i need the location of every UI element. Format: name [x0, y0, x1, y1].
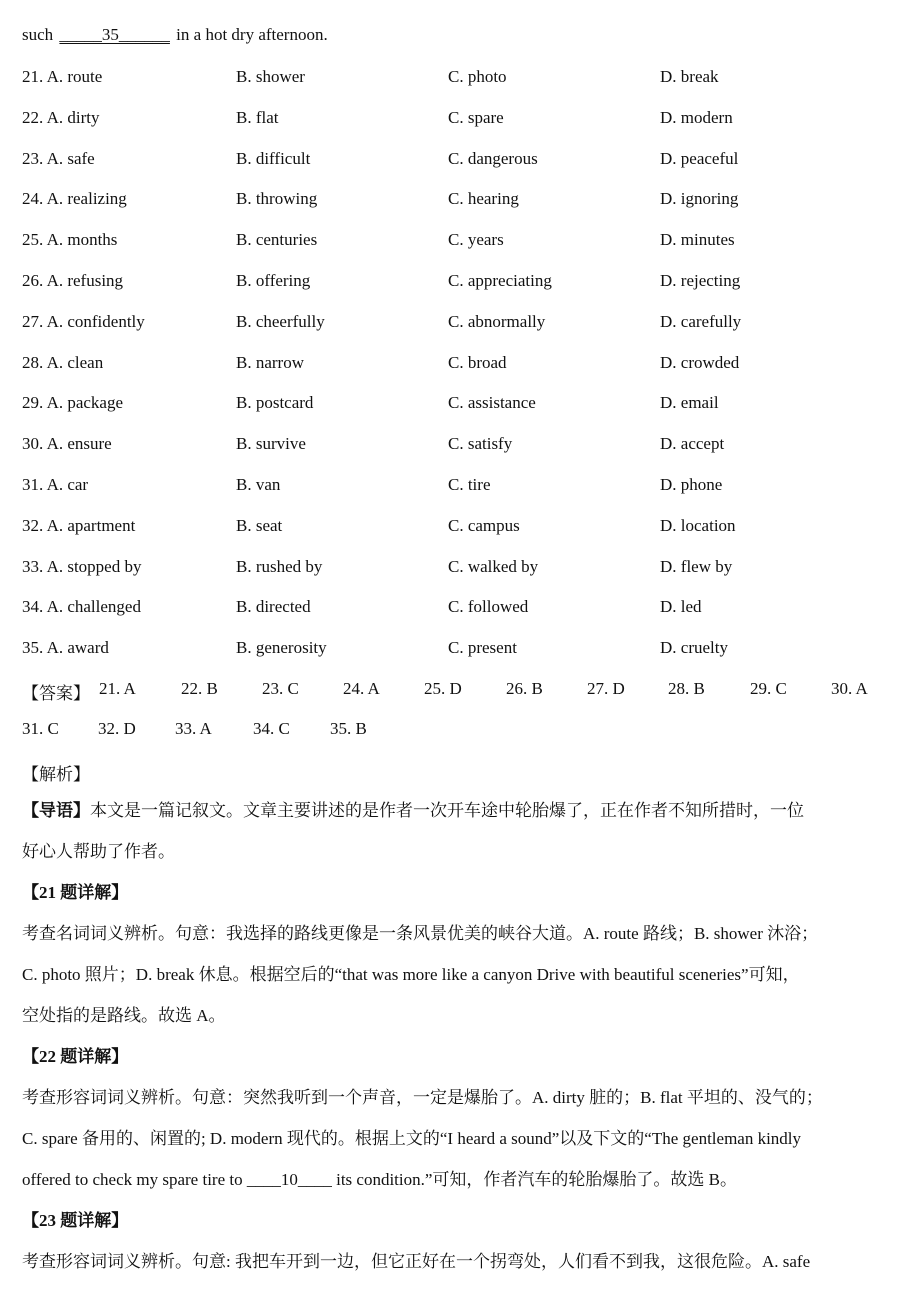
- intro-after: in a hot dry afternoon.: [171, 25, 328, 44]
- question-row: [0, 557, 900, 579]
- option-b: B. postcard: [236, 393, 314, 413]
- option-c: C. broad: [448, 352, 507, 372]
- question-number: 23.: [22, 148, 44, 168]
- q22-text-1: 考查形容词词义辨析。句意：突然我听到一个声音，一定是爆胎了。A. dirty 脏的；B. flat 平坦的、没气的；: [22, 1088, 823, 1107]
- option-d: D. break: [660, 67, 719, 86]
- question-row: [0, 108, 900, 130]
- option-d: D. minutes: [660, 230, 735, 250]
- option-b: B. seat: [236, 515, 283, 535]
- option-d: D. carefully: [660, 311, 742, 331]
- q21-section: [22, 872, 878, 1036]
- q21-text-3: 空处指的是路线。故选 A。: [22, 1006, 226, 1025]
- option-a: [22, 434, 112, 454]
- question-number: 33.: [22, 556, 44, 576]
- option-a-text: A. route: [46, 67, 103, 86]
- question-number: 28.: [22, 352, 44, 372]
- option-a: [22, 393, 123, 413]
- question-number: 34.: [22, 597, 44, 617]
- question-number: 31.: [22, 475, 44, 494]
- answer-item: 35. B: [330, 719, 367, 738]
- option-d: D. modern: [660, 107, 733, 127]
- q21-text-2: C. photo 照片；D. break 休息。根据空后的“that was more like a canyon Drive with beautiful sceneries”可知，: [22, 965, 800, 984]
- option-d: D. ignoring: [660, 189, 739, 209]
- option-a-text: A. clean: [46, 352, 104, 372]
- guide-section: [22, 790, 878, 872]
- question-row: [0, 230, 900, 252]
- option-d: D. flew by: [660, 556, 733, 576]
- option-a: [22, 108, 99, 128]
- answer-item: 22. B: [181, 679, 218, 698]
- option-a: [22, 597, 141, 617]
- q23-section: [22, 1200, 878, 1282]
- option-d: D. email: [660, 393, 719, 413]
- answer-item: 32. D: [98, 719, 136, 738]
- option-a-text: A. stopped by: [46, 556, 142, 576]
- option-c: C. abnormally: [448, 311, 546, 331]
- question-row: [0, 393, 900, 415]
- option-a-text: A. award: [46, 638, 109, 658]
- option-a-text: A. refusing: [46, 271, 124, 290]
- question-row: [0, 353, 900, 375]
- option-b: B. van: [236, 475, 281, 494]
- question-number: 30.: [22, 434, 44, 454]
- option-a-text: A. car: [46, 475, 89, 494]
- question-number: 29.: [22, 393, 44, 413]
- option-b: B. rushed by: [236, 556, 323, 576]
- option-b: B. generosity: [236, 638, 327, 658]
- question-number: 35.: [22, 638, 44, 658]
- option-a: [22, 638, 109, 658]
- question-number: 22.: [22, 107, 44, 127]
- option-c: C. followed: [448, 597, 529, 617]
- answer-item: 21. A: [99, 679, 136, 698]
- option-c: C. campus: [448, 515, 520, 535]
- q22-text-2: C. spare 备用的、闲置的; D. modern 现代的。根据上文的“I heard a sound”以及下文的“The gentleman kindly: [22, 1129, 802, 1148]
- question-row: [0, 638, 900, 660]
- option-a: [22, 189, 127, 209]
- answer-item: 31. C: [22, 719, 59, 738]
- q22-heading: 【22 题详解】: [22, 1047, 129, 1066]
- question-row: [0, 271, 900, 293]
- question-row: [0, 597, 900, 619]
- option-d: D. accept: [660, 434, 725, 454]
- question-number: 27.: [22, 311, 44, 331]
- option-a-text: A. ensure: [46, 434, 112, 454]
- option-b: B. difficult: [236, 148, 311, 168]
- option-b: B. narrow: [236, 352, 304, 372]
- question-number: 21.: [22, 67, 44, 86]
- q22-section: [22, 1036, 878, 1200]
- option-d: D. phone: [660, 475, 723, 494]
- question-row: [0, 434, 900, 456]
- intro-before: such: [22, 25, 58, 44]
- option-a: [22, 475, 88, 495]
- question-row: [0, 67, 900, 89]
- option-a: [22, 67, 102, 87]
- option-a-text: A. safe: [46, 148, 95, 168]
- option-c: C. appreciating: [448, 271, 552, 290]
- option-a-text: A. dirty: [46, 107, 100, 127]
- q21-heading: 【21 题详解】: [22, 883, 129, 902]
- option-c: C. assistance: [448, 393, 536, 413]
- analysis-label: 【解析】: [22, 765, 90, 784]
- option-a: [22, 230, 117, 250]
- option-a: [22, 516, 135, 536]
- answer-item: 28. B: [668, 679, 705, 698]
- option-b: B. directed: [236, 597, 311, 617]
- option-b: B. flat: [236, 107, 279, 127]
- guide-text-2: 好心人帮助了作者。: [22, 842, 175, 861]
- answer-label: 【答案】: [22, 684, 90, 703]
- option-a: [22, 312, 145, 332]
- answer-item: 23. C: [262, 679, 299, 698]
- option-b: B. offering: [236, 271, 311, 290]
- option-a: [22, 557, 141, 577]
- question-row: [0, 475, 900, 497]
- blank-35: _____35______: [59, 25, 170, 44]
- option-a: [22, 353, 103, 373]
- option-c: C. tire: [448, 475, 491, 494]
- option-c: C. present: [448, 638, 517, 658]
- option-d: D. rejecting: [660, 271, 741, 290]
- option-b: B. throwing: [236, 189, 318, 209]
- question-number: 26.: [22, 271, 44, 290]
- q23-heading: 【23 题详解】: [22, 1211, 129, 1230]
- option-b: B. cheerfully: [236, 311, 325, 331]
- answer-item: 25. D: [424, 679, 462, 698]
- option-c: C. spare: [448, 107, 504, 127]
- option-d: D. peaceful: [660, 148, 739, 168]
- option-c: C. dangerous: [448, 148, 538, 168]
- answer-item: 33. A: [175, 719, 212, 738]
- q23-text-1: 考查形容词词义辨析。句意: 我把车开到一边，但它正好在一个拐弯处，人们看不到我，这很危险。A. safe: [22, 1252, 811, 1271]
- option-c: C. walked by: [448, 556, 539, 576]
- answer-item: 30. A: [831, 679, 868, 698]
- option-d: D. location: [660, 515, 736, 535]
- option-a-text: A. realizing: [46, 189, 127, 209]
- answer-item: 34. C: [253, 719, 290, 738]
- guide-text-1: 本文是一篇记叙文。文章主要讲述的是作者一次开车途中轮胎爆了，正在作者不知所措时，一位: [90, 801, 804, 820]
- option-c: C. years: [448, 230, 504, 250]
- q22-text-3: offered to check my spare tire to ____10____ its condition.”可知，作者汽车的轮胎爆胎了。故选 B。: [22, 1170, 738, 1189]
- answer-item: 27. D: [587, 679, 625, 698]
- option-a-text: A. confidently: [46, 311, 145, 331]
- question-number: 25.: [22, 230, 44, 250]
- option-c: C. satisfy: [448, 434, 513, 454]
- option-d: D. led: [660, 597, 702, 617]
- option-b: B. centuries: [236, 230, 318, 250]
- option-d: D. crowded: [660, 352, 740, 372]
- option-d: D. cruelty: [660, 638, 728, 658]
- option-a: [22, 149, 95, 169]
- question-row: [0, 189, 900, 211]
- option-a-text: A. months: [46, 230, 118, 250]
- option-b: B. shower: [236, 67, 305, 86]
- option-c: C. photo: [448, 67, 507, 86]
- question-row: [0, 149, 900, 171]
- passage-fragment: [22, 25, 328, 45]
- guide-label: 【导语】: [22, 801, 90, 820]
- question-row: [0, 516, 900, 538]
- answer-item: 26. B: [506, 679, 543, 698]
- question-row: [0, 312, 900, 334]
- answer-item: 29. C: [750, 679, 787, 698]
- option-a-text: A. challenged: [46, 597, 141, 617]
- question-number: 24.: [22, 189, 44, 209]
- q21-text-1: 考查名词词义辨析。句意：我选择的路线更像是一条风景优美的峡谷大道。A. route 路线；B. shower 沐浴；: [22, 924, 819, 943]
- option-a-text: A. apartment: [46, 515, 136, 535]
- option-b: B. survive: [236, 434, 306, 454]
- question-number: 32.: [22, 515, 44, 535]
- answer-item: 24. A: [343, 679, 380, 698]
- option-a-text: A. package: [46, 393, 124, 413]
- option-c: C. hearing: [448, 189, 519, 209]
- option-a: [22, 271, 123, 291]
